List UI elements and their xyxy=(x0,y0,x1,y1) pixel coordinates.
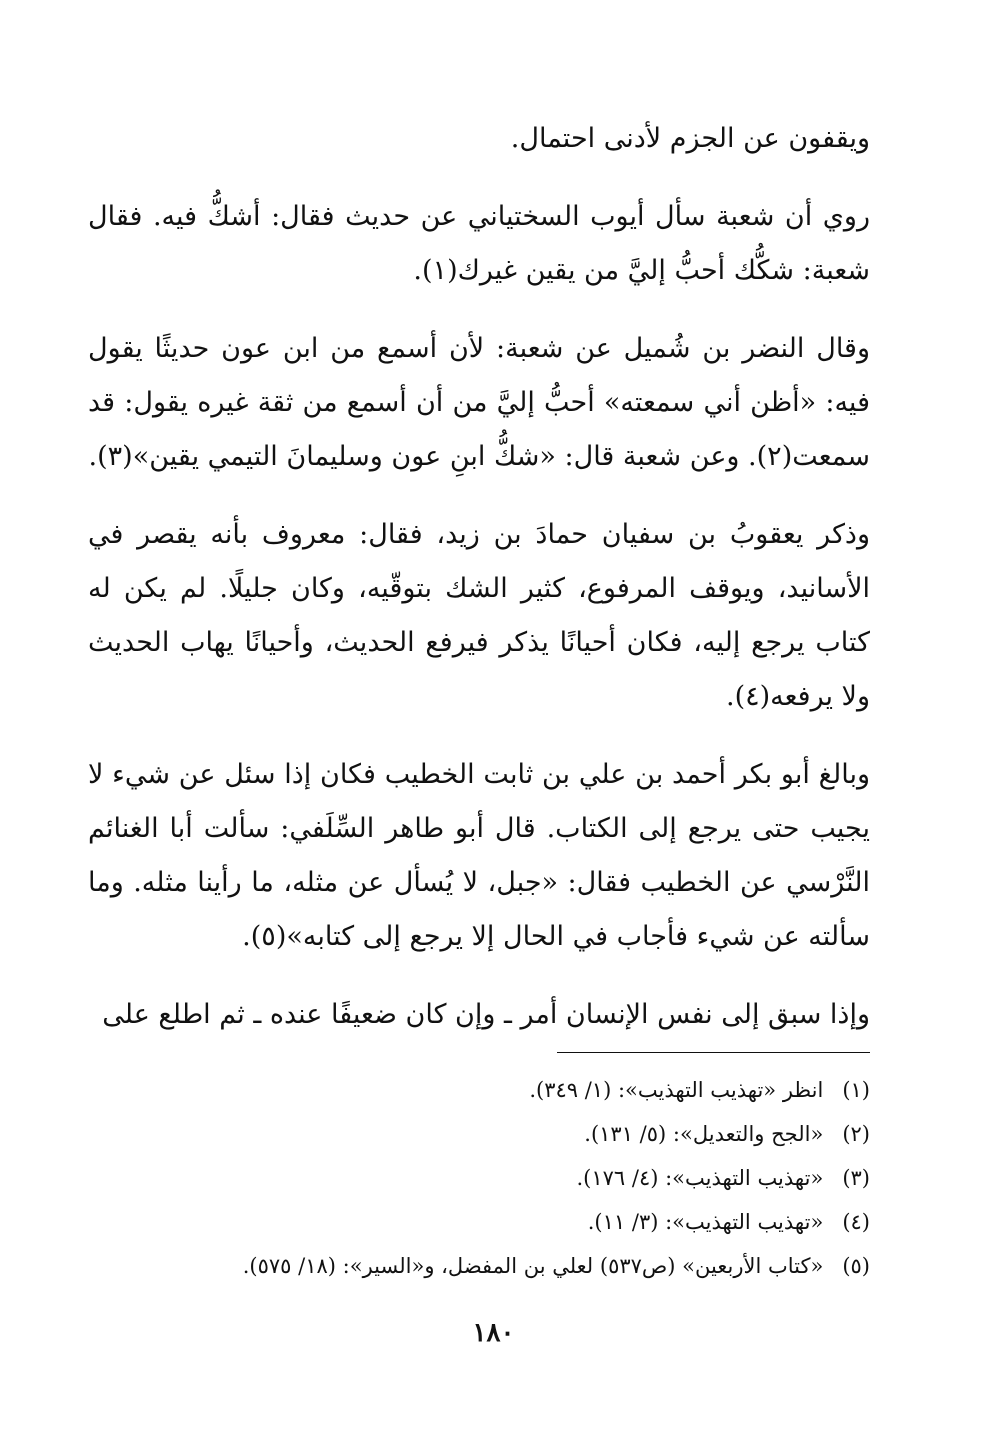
footnote-4 xyxy=(190,1200,870,1244)
footnote-text: «تهذيب التهذيب»: (٤/ ١٧٦). xyxy=(576,1166,824,1190)
paragraph-6: وإذا سبق إلى نفس الإنسان أمر ـ وإن كان ضعيفًا عنده ـ ثم اطلع على xyxy=(102,999,870,1030)
footnote-2 xyxy=(190,1112,870,1156)
footnotes xyxy=(190,1068,870,1288)
footnote-number: (٥) xyxy=(842,1254,870,1278)
footnotes-divider xyxy=(557,1052,870,1053)
paragraph-4: وذكر يعقوبُ بن سفيان حمادَ بن زيد، فقال: معروف بأنه يقصر في الأسانيد، ويوقف المرفوع، كثير الشك بتوقّيه، وكان جليلًا. لم يكن له كتاب يرجع إليه، فكان أحيانًا يذكر فيرفع الحديث، وأحيانًا يهاب الحديث ولا يرفعه(٤). xyxy=(88,519,870,712)
footnote-number: (٤) xyxy=(842,1210,870,1234)
footnote-text: «كتاب الأربعين» (ص٥٣٧) لعلي بن المفضل، و«السير»: (١٨/ ٥٧٥). xyxy=(242,1254,824,1278)
footnote-5 xyxy=(190,1244,870,1288)
paragraph-5: وبالغ أبو بكر أحمد بن علي بن ثابت الخطيب فكان إذا سئل عن شيء لا يجيب حتى يرجع إلى الكتاب. قال أبو طاهر السِّلَفي: سألت أبا الغنائم النَّرْسي عن الخطيب فقال: «جبل، لا يُسأل عن مثله، ما رأينا مثله. وما سألته عن شيء فأجاب في الحال إلا يرجع إلى كتابه»(٥). xyxy=(88,759,870,952)
footnote-text: «الجح والتعديل»: (٥/ ١٣١). xyxy=(584,1122,824,1146)
footnote-1 xyxy=(190,1068,870,1112)
paragraph-1: ويقفون عن الجزم لأدنى احتمال. xyxy=(510,123,870,154)
footnote-text: انظر «تهذيب التهذيب»: (١/ ٣٤٩). xyxy=(529,1078,824,1102)
footnote-number: (١) xyxy=(842,1078,870,1102)
paragraph-3: وقال النضر بن شُميل عن شعبة: لأن أسمع من ابن عون حديثًا يقول فيه: «أظن أني سمعته» أحبُّ إليَّ من أن أسمع من ثقة غيره يقول: قد سمعت(٢). وعن شعبة قال: «شكُّ ابنِ عون وسليمانَ التيمي يقين»(٣). xyxy=(88,333,870,472)
footnote-number: (٢) xyxy=(842,1122,870,1146)
paragraph-2: روي أن شعبة سأل أيوب السختياني عن حديث فقال: أشكُّ فيه. فقال شعبة: شكُّك أحبُّ إليَّ من يقين غيرك(١). xyxy=(88,201,870,286)
page-number: ١٨٠ xyxy=(472,1318,515,1348)
footnote-number: (٣) xyxy=(842,1166,870,1190)
footnote-3 xyxy=(190,1156,870,1200)
footnote-text: «تهذيب التهذيب»: (٣/ ١١). xyxy=(587,1210,824,1234)
page-body xyxy=(88,112,870,1066)
